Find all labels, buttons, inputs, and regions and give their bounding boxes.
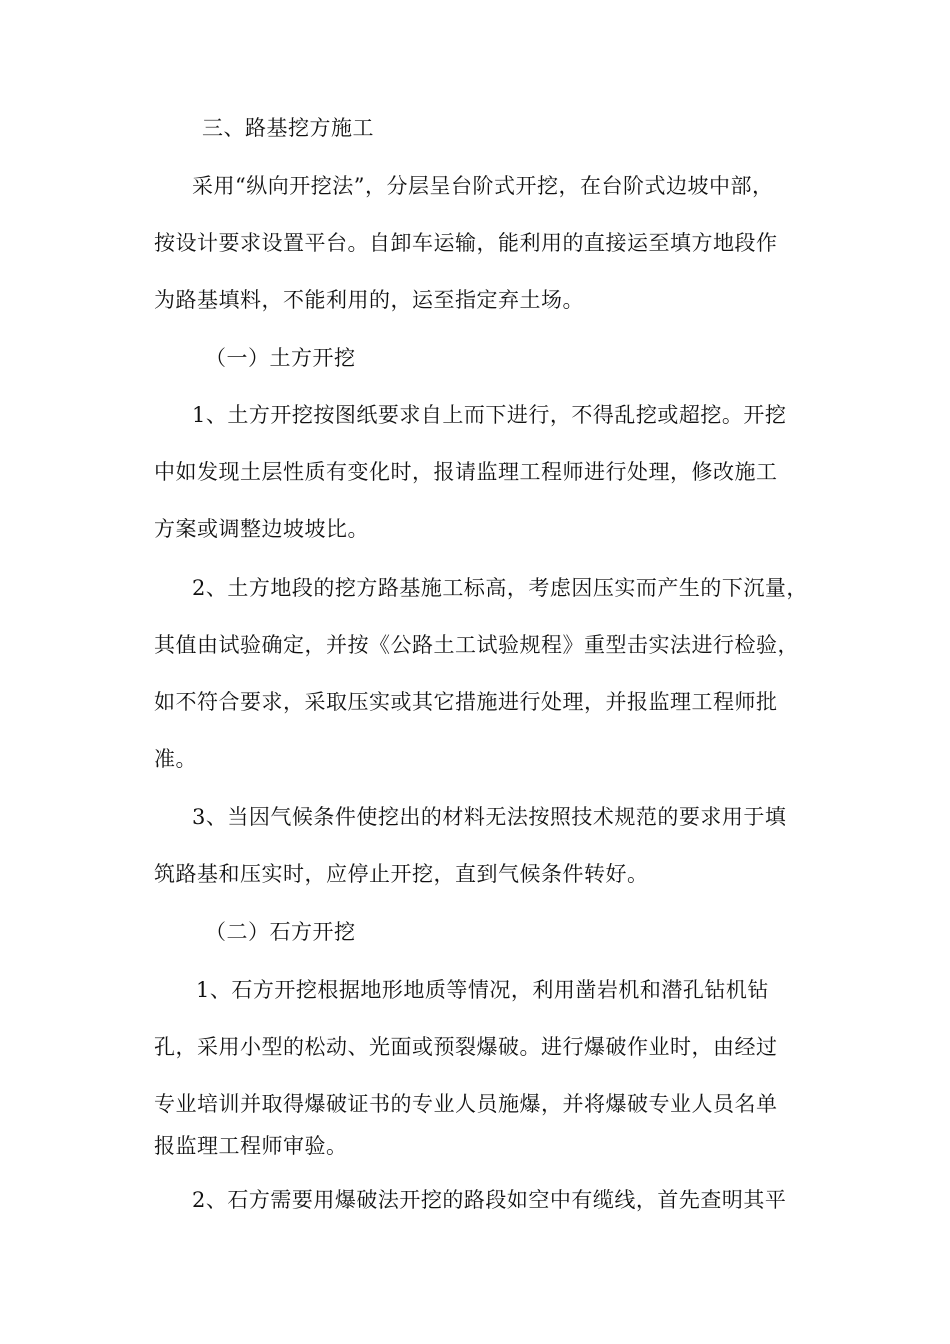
earth-para2-line-2: 其值由试验确定，并按《公路土工试验规程》重型击实法进行检验，: [154, 633, 799, 657]
subsection-heading-rock: （二）石方开挖: [205, 920, 356, 944]
rock-para2-line-1: 2、石方需要用爆破法开挖的路段如空中有缆线，首先查明其平: [192, 1188, 787, 1212]
earth-para1-line-2: 中如发现土层性质有变化时，报请监理工程师进行处理，修改施工: [154, 460, 778, 484]
rock-para1-line-3: 专业培训并取得爆破证书的专业人员施爆，并将爆破专业人员名单: [154, 1092, 778, 1116]
rock-para1-line-1: 1、石方开挖根据地形地质等情况，利用凿岩机和潜孔钻机钻: [196, 978, 769, 1002]
intro-line-2: 按设计要求设置平台。自卸车运输，能利用的直接运至填方地段作: [154, 231, 778, 255]
earth-para1-line-1: 1、土方开挖按图纸要求自上而下进行，不得乱挖或超挖。开挖: [192, 403, 787, 427]
earth-para3-line-1: 3、当因气候条件使挖出的材料无法按照技术规范的要求用于填: [192, 805, 787, 829]
earth-para2-line-1: 2、土方地段的挖方路基施工标高，考虑因压实而产生的下沉量，: [192, 576, 808, 600]
intro-line-3: 为路基填料，不能利用的，运至指定弃土场。: [154, 288, 584, 312]
earth-para1-line-3: 方案或调整边坡坡比。: [154, 517, 369, 541]
earth-para3-line-2: 筑路基和压实时，应停止开挖，直到气候条件转好。: [154, 862, 649, 886]
rock-para1-line-4: 报监理工程师审验。: [154, 1134, 348, 1158]
rock-para1-line-2: 孔，采用小型的松动、光面或预裂爆破。进行爆破作业时，由经过: [154, 1035, 778, 1059]
earth-para2-line-3: 如不符合要求，采取压实或其它措施进行处理，并报监理工程师批: [154, 690, 778, 714]
intro-line-1: 采用“纵向开挖法”，分层呈台阶式开挖，在台阶式边坡中部，: [192, 174, 774, 198]
earth-para2-line-4: 准。: [154, 747, 197, 771]
subsection-heading-earth: （一）土方开挖: [205, 346, 356, 370]
section-heading-excavation: 三、路基挖方施工: [202, 116, 374, 140]
